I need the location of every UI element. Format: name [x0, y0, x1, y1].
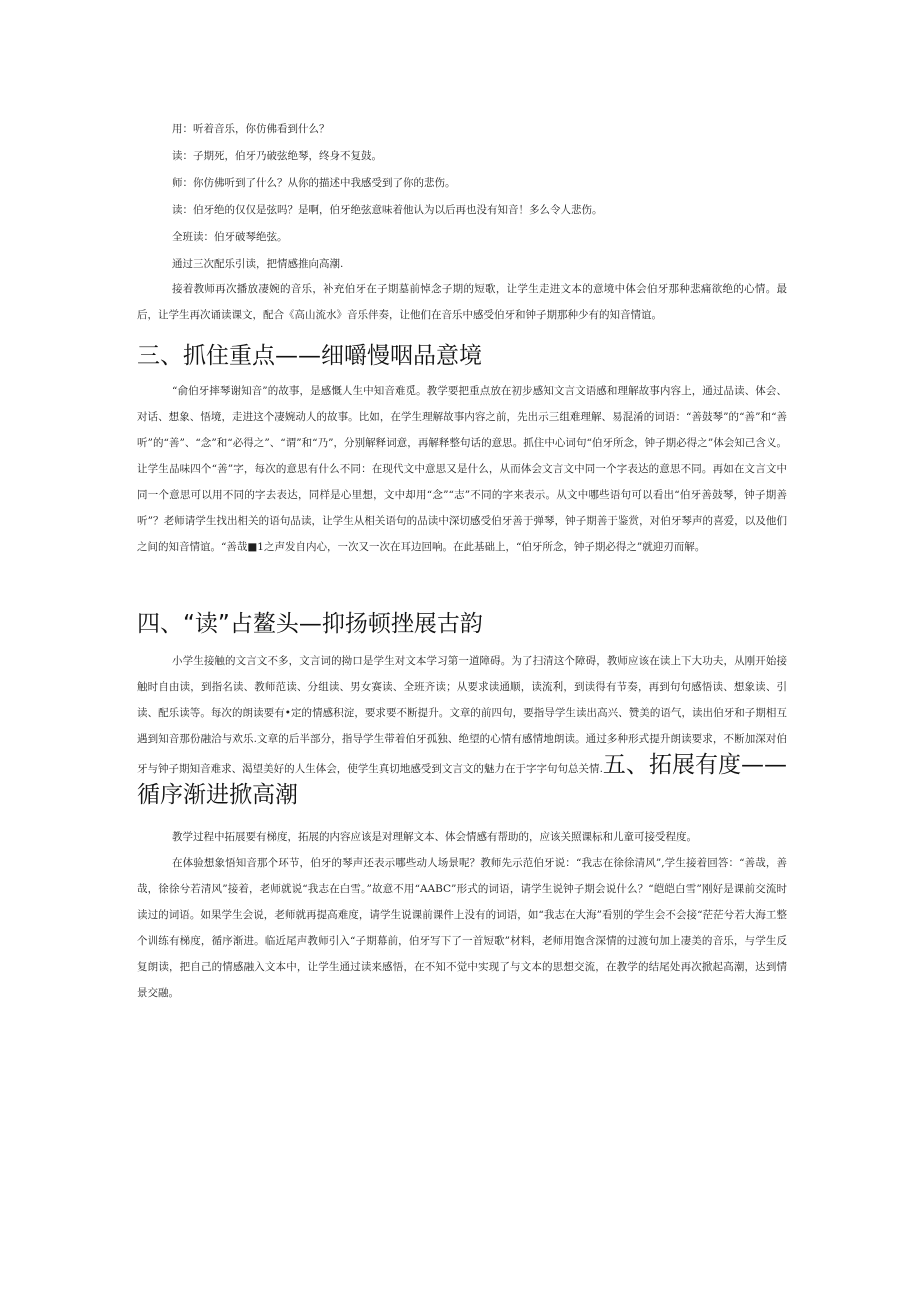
- section-heading-5: 五、拓展有度——循序渐进掀高潮: [137, 752, 787, 808]
- paragraph-example: 在体验想象悟知音那个环节，伯牙的琴声还表示哪些动人场景呢？教师先示范伯牙说：“我志在徐徐清风”,学生接着回答：“善哉，善哉，徐徐兮若清风”接着，老师就说“我志在白雪。”故意不用“AABC”形式的词语，请学生说钟子期会说什么？“皑皑白雪”刚好是课前交流时读过的词语。如果学生会说，老师就再提高难度，请学生说课前课件上没有的词语，如“我志在大海”看别的学生会不会接“茫茫兮若大海工整个训练有梯度，循序渐进。临近尾声教师引入“子期幕前，伯牙写下了一首短歌”材料，老师用饱含深情的过渡句加上凄美的音乐，与学生反复朗读，把自己的情感融入文本中，让学生通过读来感悟，在不知不觉中实现了与文本的思想交流，在教学的结尾处再次掀起高潮，达到情景交融。: [137, 857, 787, 999]
- dialogue-line-6: 通过三次配乐引读，把情感推向高潮.: [172, 258, 344, 270]
- dialogue-line-1: 用：听着音乐，你仿佛看到什么？: [172, 123, 330, 135]
- dialogue-line-4: 读：伯牙绝的仅仅是弦吗？是啊，伯牙绝弦意味着他认为以后再也没有知音！多么令人悲伤。: [172, 204, 603, 216]
- section-heading-3: 三、抓住重点——细嚼慢咽品意境: [137, 343, 482, 369]
- paragraph-reading-text: 小学生接触的文言文不多，文言词的拗口是学生对文本学习第一道障碍。为了扫清这个障碍，教师应该在读上下大功夫，从刚开始接触时自由读，到指名读、教师范读、分组读、男女赛读、全班齐读；从要求读通顺，读流利，到读得有节奏，再到句句感悟读、想象读、引读、配乐读等。每次的朗读要有•定的情感积淀，要求要不断提升。文章的前四句，要指导学生读出高兴、赞美的语气，读出伯牙和子期相互遇到知音那份融洽与欢乐.文章的后半部分，指导学生带着伯牙孤独、绝望的心情有感情地朗读。通过多种形式提升朗读要求，不断加深对伯牙与钟子期知音难求、渴望美好的人生体会，使学生真切地感受到文言文的魅力在于字字句句总关情.: [137, 655, 787, 775]
- paragraph-music-ending: 接着教师再次播放凄婉的音乐，补充伯牙在子期墓前悼念子期的短歌，让学生走进文本的意境中体会伯牙那种悲痛欲绝的心情。最后，让学生再次诵读课文，配合《高山流水》音乐伴奏，让他们在音乐中感受伯牙和钟子期那种少有的知音情谊。: [137, 283, 787, 321]
- section-heading-4: 四、“读”占鳌头—抑扬顿挫展古韵: [137, 611, 483, 637]
- paragraph-extension: 教学过程中拓展要有梯度，拓展的内容应该是对理解文本、体会情感有帮助的，应该关照课标和儿童可接受程度。: [172, 831, 697, 843]
- dialogue-line-3: 师：你仿佛听到了什么？从你的描述中我感受到了你的悲伤。: [172, 177, 456, 189]
- dialogue-line-2: 读：子期死，伯牙乃破弦绝琴，终身不复鼓。: [172, 150, 382, 162]
- paragraph-reading: [137, 648, 787, 812]
- paragraph-key-points: “俞伯牙摔琴谢知音”的故事，是感慨人生中知音难觅。教学要把重点放在初步感知文言文语感和理解故事内容上，通过品读、体会、对话、想象、悟境，走进这个凄婉动人的故事。比如，在学生理解故事内容之前，先出示三组难理解、易混淆的词语：“善鼓琴”的“善”和“善听”的“善”、“念”和“必得之”、“谓”和“乃”，分别解释词意，再解释整句话的意思。抓住中心词句“伯牙所念，钟子期必得之”体会知己含义。让学生品味四个“善”字，每次的意思有什么不同：在现代文中意思又是什么，从而体会文言文中同一个字表达的意思不同。再如在文言文中同一个意思可以用不同的字去表达，同样是心里想，文中却用“念”“志”不同的字来表示。从文中哪些语句可以看出“伯牙善鼓琴，钟子期善听”？老师请学生找出相关的语句品读，让学生从相关语句的品读中深切感受伯牙善于弹琴，钟子期善于鉴赏，对伯牙琴声的喜爱，以及他们之间的知音情谊。“善哉■1之声发自内心，一次又一次在耳边回响。在此基础上，“伯牙所念，钟子期必得之”就迎刃而解。: [137, 385, 787, 553]
- dialogue-line-5: 全班读：伯牙破琴绝弦。: [172, 231, 288, 243]
